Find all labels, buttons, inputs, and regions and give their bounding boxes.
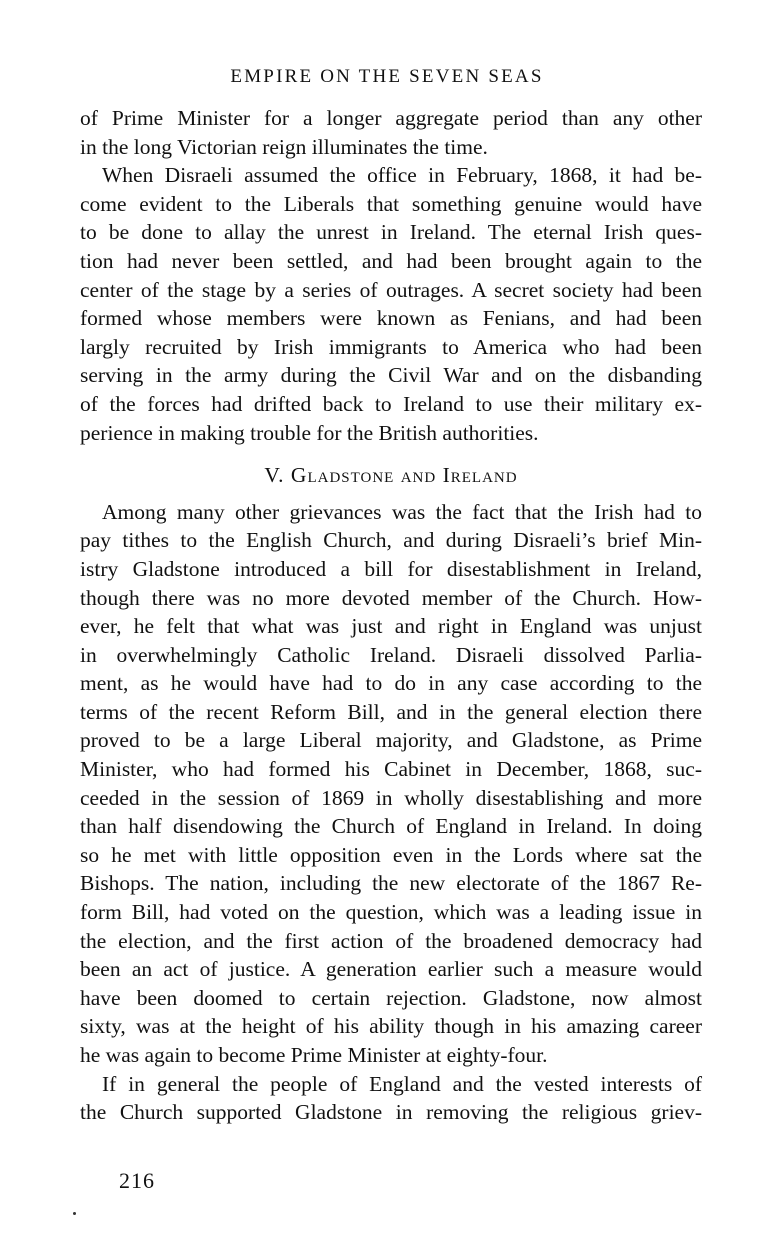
text-line: serving in the army during the Civil War and on the disbanding: [80, 363, 702, 388]
text-line: in overwhelmingly Catholic Ireland. Disraeli dissolved Parlia-: [80, 642, 702, 667]
text-line: Among many other grievances was the fact that the Irish had to: [102, 499, 702, 524]
page-number: 216: [119, 1168, 155, 1193]
text-line: perience in making trouble for the British authorities.: [80, 420, 539, 445]
text-line: though there was no more devoted member of the Church. How-: [80, 585, 702, 610]
section-heading: V. Gladstone and Ireland: [264, 463, 518, 488]
text-line: he was again to become Prime Minister at eighty-four.: [80, 1043, 548, 1067]
paragraph-grievances: [80, 498, 702, 1070]
text-line: pay tithes to the English Church, and during Disraeli’s brief Min-: [80, 528, 702, 553]
text-line: center of the stage by a series of outrages. A secret society had been: [80, 277, 702, 302]
text-line: istry Gladstone introduced a bill for disestablishment in Ireland,: [80, 556, 702, 581]
text-line: Minister, who had formed his Cabinet in December, 1868, suc-: [80, 757, 702, 782]
text-line: been an act of justice. A generation earlier such a measure would: [80, 957, 702, 982]
text-line: form Bill, had voted on the question, which was a leading issue in: [80, 900, 702, 925]
text-line: so he met with little opposition even in the Lords where sat the: [80, 842, 702, 867]
running-head: EMPIRE ON THE SEVEN SEAS: [230, 66, 544, 87]
text-line: tion had never been settled, and had been brought again to the: [80, 248, 702, 273]
text-line: ceeded in the session of 1869 in wholly disestablishing and more: [80, 785, 702, 810]
text-line: If in general the people of England and the vested interests of: [102, 1071, 702, 1096]
text-line: terms of the recent Reform Bill, and in the general election there: [80, 699, 702, 724]
text-line: ever, he felt that what was just and right in England was unjust: [80, 614, 702, 639]
text-line: of Prime Minister for a longer aggregate period than any other: [80, 106, 702, 130]
text-line: When Disraeli assumed the office in February, 1868, it had be-: [102, 163, 702, 188]
text-line: the election, and the first action of the broadened democracy had: [80, 928, 702, 953]
text-line: largly recruited by Irish immigrants to America who had been: [80, 334, 702, 359]
text-line: come evident to the Liberals that something genuine would have: [80, 191, 702, 216]
text-line: than half disendowing the Church of England in Ireland. In doing: [80, 814, 702, 839]
text-line: sixty, was at the height of his ability though in his amazing career: [80, 1014, 702, 1039]
text-line: formed whose members were known as Fenians, and had been: [80, 306, 702, 331]
text-line: to be done to allay the unrest in Ireland. The eternal Irish ques-: [80, 220, 702, 245]
paragraph-disraeli-office: [80, 161, 702, 447]
scan-speck: [73, 1212, 76, 1215]
body-text: [80, 104, 702, 1127]
text-line: ment, as he would have had to do in any case according to the: [80, 671, 702, 696]
paragraph-religious-grievances: [80, 1070, 702, 1127]
text-line: the Church supported Gladstone in removing the religious griev-: [80, 1100, 702, 1125]
paragraph-continuation: [80, 104, 702, 161]
text-line: of the forces had drifted back to Ireland to use their military ex-: [80, 391, 702, 416]
text-line: proved to be a large Liberal majority, and Gladstone, as Prime: [80, 728, 702, 753]
text-line: have been doomed to certain rejection. Gladstone, now almost: [80, 985, 702, 1010]
text-line: Bishops. The nation, including the new electorate of the 1867 Re-: [80, 871, 702, 896]
text-line: in the long Victorian reign illuminates the time.: [80, 134, 488, 159]
